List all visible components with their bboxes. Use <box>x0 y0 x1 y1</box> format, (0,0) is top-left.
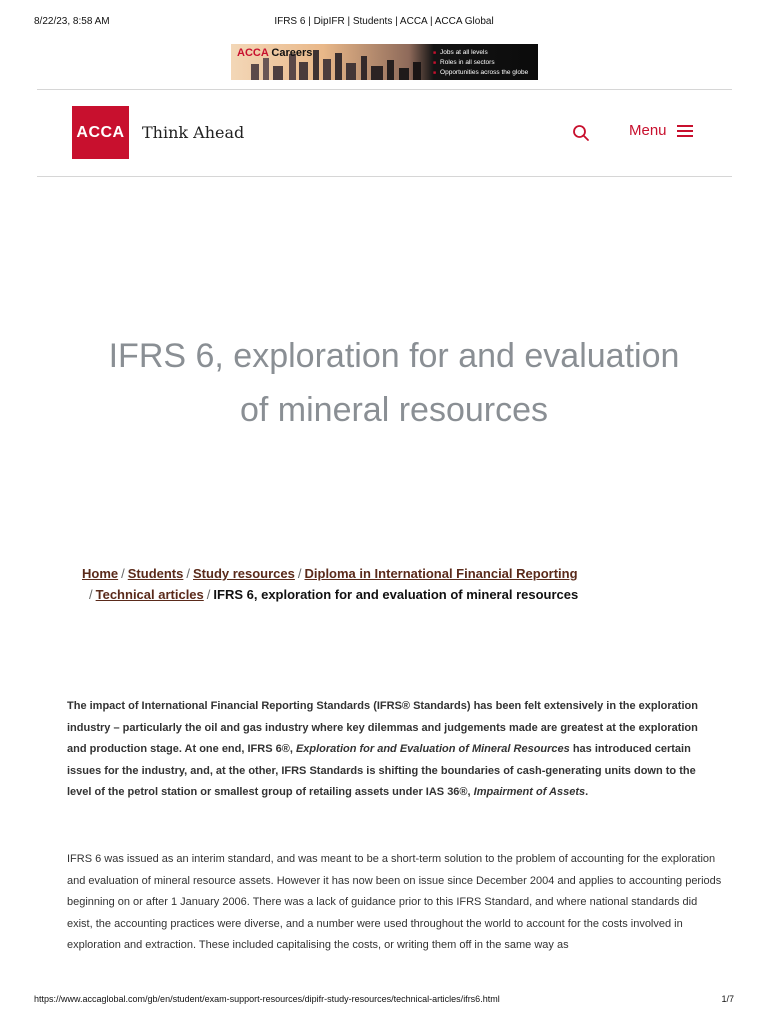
article-intro: The impact of International Financial Reporting Standards (IFRS® Standards) has been felt extensively in the exploration industry – particularly the oil and gas industry where key dilemmas and judgements made are greatest at the exploration and production stage. At one end, IFRS 6®, Exploration for and Evaluation of Mineral Resources has introduced certain issues for the industry, and, at the other, IFRS Standards is shifting the boundaries of cash-generating units down to the level of the petrol station or smallest group of retailing assets under IAS 36®, Impairment of Assets. <box>67 700 698 798</box>
print-page-title: IFRS 6 | DipIFR | Students | ACCA | ACCA Global <box>274 16 494 27</box>
print-url: https://www.accaglobal.com/gb/en/student/exam-support-resources/dipifr-study-resources/technical-articles/ifrs6.html <box>34 994 500 1004</box>
article-paragraph: IFRS 6 was issued as an interim standard, and was meant to be a short-term solution to the problem of accounting for the exploration and evaluation of mineral resource assets. However it has now been on issue since December 2004 and applies to accounting periods beginning on or after 1 January 2006. There was a lack of guidance prior to this IFRS Standard, and where national standards did exist, the accounting practices were diverse, and a number were used throughout the world to account for the costs involved in exploration and extraction. These included capitalising the costs, or writing them off in the same way as <box>67 853 722 951</box>
breadcrumb-link-students[interactable]: Students <box>127 566 184 581</box>
careers-banner-ad[interactable] <box>231 44 538 80</box>
banner-bullet: ■ Opportunities across the globe <box>433 68 528 78</box>
banner-bullet: ■ Jobs at all levels <box>433 48 528 58</box>
breadcrumb-link-technical-articles[interactable]: Technical articles <box>95 587 204 602</box>
banner-bullet-list <box>433 48 528 78</box>
print-page-number: 1/7 <box>721 994 734 1004</box>
tagline: Think Ahead <box>142 123 245 142</box>
search-icon <box>572 124 590 142</box>
breadcrumb-current: IFRS 6, exploration for and evaluation of mineral resources <box>213 587 579 602</box>
banner-bullet: ■ Roles in all sectors <box>433 58 528 68</box>
acca-logo[interactable]: ACCA <box>72 106 129 159</box>
hamburger-icon <box>677 124 693 138</box>
breadcrumb-link-dipifr[interactable]: Diploma in International Financial Reporting <box>304 566 578 581</box>
search-button[interactable] <box>572 124 590 142</box>
breadcrumb-link-home[interactable]: Home <box>82 566 119 581</box>
page-title: IFRS 6, exploration for and evaluation of mineral resources <box>108 336 680 429</box>
breadcrumb: Home / Students / Study resources / Diploma in International Financial Reporting / Technical articles / IFRS 6, exploration for and evaluation of mineral resources <box>82 566 579 602</box>
menu-button[interactable] <box>629 122 693 139</box>
header-bottom-divider <box>37 176 732 177</box>
header-top-divider <box>37 89 732 90</box>
breadcrumb-link-study-resources[interactable]: Study resources <box>193 566 295 581</box>
menu-label: Menu <box>629 122 667 139</box>
banner-brand: ACCA Careers <box>237 47 313 59</box>
print-header <box>0 16 768 30</box>
print-date: 8/22/23, 8:58 AM <box>34 16 110 27</box>
